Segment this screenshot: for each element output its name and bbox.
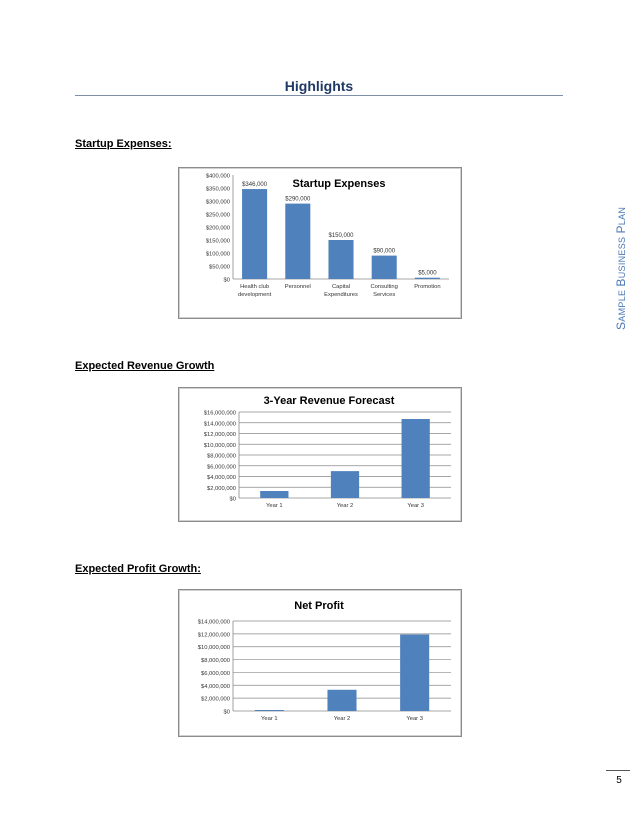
- chart-0-y-tick: $350,000: [205, 186, 230, 193]
- chart-0-y-tick: $150,000: [205, 238, 230, 245]
- chart-2-x-tick: Year 2: [333, 716, 351, 722]
- chart-1-title: 3-Year Revenue Forecast: [263, 395, 395, 407]
- sidebar-label: SAMPLE BUSINESS PLAN: [614, 206, 628, 330]
- chart-2-bar: [255, 710, 284, 711]
- chart-0-bar: [415, 278, 440, 279]
- chart-2-y-tick: $8,000,000: [200, 658, 230, 665]
- chart-1-y-tick: $16,000,000: [203, 410, 236, 417]
- chart-2-y-tick: $10,000,000: [197, 645, 230, 652]
- net-profit-chart: [178, 589, 462, 737]
- revenue-forecast-chart-svg: [179, 388, 461, 521]
- chart-2-y-tick: $14,000,000: [197, 619, 230, 626]
- chart-2-y-tick: $2,000,000: [200, 696, 230, 703]
- chart-2-bar: [400, 635, 429, 712]
- startup-expenses-chart-svg: [179, 168, 461, 318]
- chart-0-x-tick: Capital Expenditures: [324, 284, 358, 298]
- chart-0-bar: [372, 256, 397, 279]
- chart-0-data-label: $90,000: [373, 248, 396, 255]
- startup-expenses-chart: [178, 167, 462, 319]
- chart-2-bar: [327, 690, 356, 711]
- title-divider: [75, 95, 563, 96]
- footer-divider: [606, 770, 630, 771]
- chart-0-y-tick: $200,000: [205, 225, 230, 232]
- chart-2-y-tick: $0: [223, 709, 230, 716]
- chart-2-y-tick: $12,000,000: [197, 632, 230, 639]
- chart-0-x-tick: Health club development: [237, 284, 272, 298]
- page-number: 5: [616, 775, 622, 786]
- chart-1-x-tick: Year 3: [407, 503, 424, 509]
- chart-0-title: Startup Expenses: [292, 178, 386, 190]
- page-title: Highlights: [284, 78, 354, 94]
- chart-1-bar: [331, 471, 359, 498]
- sidebar-running-title: [614, 207, 628, 330]
- chart-0-data-label: $5,000: [418, 270, 437, 277]
- chart-0-x-tick: Personnel: [284, 284, 311, 290]
- chart-0-data-label: $290,000: [285, 196, 311, 203]
- profit-growth-heading: Expected Profit Growth:: [75, 563, 201, 575]
- chart-0-bar: [285, 204, 310, 279]
- chart-0-x-tick: Promotion: [414, 284, 441, 290]
- chart-0-y-tick: $300,000: [205, 199, 230, 206]
- net-profit-chart-svg: [179, 590, 461, 736]
- chart-2-title: Net Profit: [294, 600, 344, 612]
- chart-0-bar: [242, 189, 267, 279]
- chart-2-y-tick: $4,000,000: [200, 683, 230, 690]
- chart-2-x-tick: Year 1: [261, 716, 278, 722]
- chart-0-y-tick: $0: [223, 277, 230, 284]
- chart-0-y-tick: $100,000: [205, 251, 230, 258]
- chart-0-x-tick: Consulting Services: [370, 284, 398, 298]
- startup-expenses-heading: Startup Expenses:: [75, 138, 172, 150]
- chart-1-y-tick: $14,000,000: [203, 421, 236, 428]
- chart-0-data-label: $150,000: [328, 233, 354, 239]
- chart-1-y-tick: $10,000,000: [203, 442, 236, 449]
- chart-0-bar: [328, 240, 353, 279]
- revenue-forecast-chart: [178, 387, 462, 522]
- chart-0-y-tick: $400,000: [205, 173, 230, 180]
- chart-1-x-tick: Year 1: [266, 503, 283, 509]
- chart-2-y-tick: $6,000,000: [200, 670, 230, 677]
- chart-1-y-tick: $6,000,000: [206, 464, 236, 471]
- chart-0-y-tick: $250,000: [205, 212, 230, 219]
- chart-1-y-tick: $8,000,000: [206, 453, 236, 460]
- chart-1-x-tick: Year 2: [336, 503, 354, 509]
- revenue-growth-heading: Expected Revenue Growth: [75, 360, 215, 372]
- chart-2-x-tick: Year 3: [406, 716, 423, 722]
- chart-0-y-tick: $50,000: [209, 264, 230, 271]
- chart-1-y-tick: $12,000,000: [203, 432, 236, 438]
- chart-1-y-tick: $0: [229, 496, 236, 503]
- chart-1-bar: [260, 491, 288, 498]
- chart-0-data-label: $346,000: [242, 182, 268, 189]
- chart-1-bar: [402, 419, 430, 498]
- chart-1-y-tick: $2,000,000: [206, 485, 236, 492]
- chart-1-y-tick: $4,000,000: [206, 475, 236, 481]
